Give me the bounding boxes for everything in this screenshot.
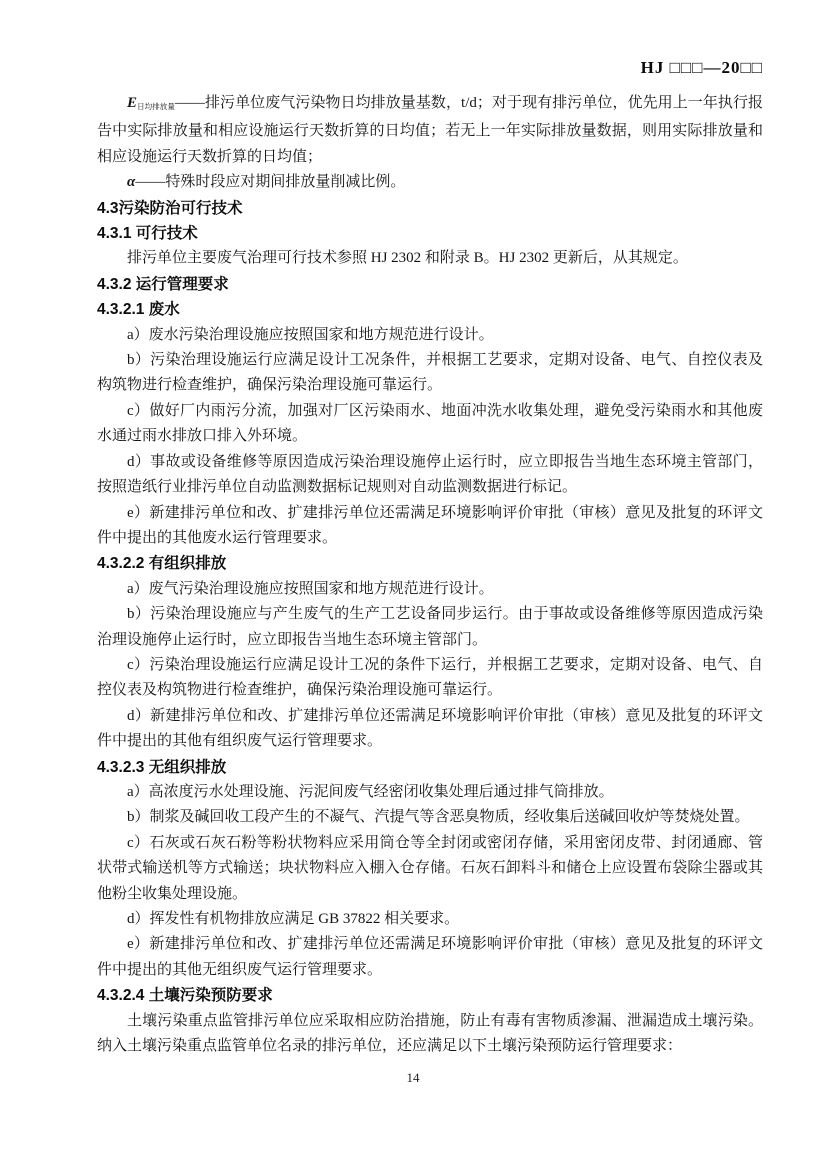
list-item-b: b）污染治理设施应与产生废气的生产工艺设备同步运行。由于事故或设备维修等原因造成污染治理设施停止运行时，应立即报告当地生态环境主管部门。: [97, 606, 763, 648]
paragraph: 土壤污染重点监管排污单位应采取相应防治措施，防止有毒有害物质渗漏、泄漏造成土壤污染。纳入土壤污染重点监管单位名录的排污单位，还应满足以下土壤污染预防运行管理要求：: [97, 1012, 763, 1055]
list-item-c: c）做好厂内雨污分流，加强对厂区污染雨水、地面冲洗水收集处理，避免受污染雨水和其他废水通过雨水排放口排入外环境。: [97, 402, 763, 445]
list-item-d: d）新建排污单位和改、扩建排污单位还需满足环境影响评价审批（审核）意见及批复的环评文件中提出的其他有组织废气运行管理要求。: [97, 707, 763, 750]
definition-e-text: ——排污单位废气污染物日均排放量基数，t/d；对于现有排污单位，优先用上一年执行报告中实际排放量和相应设施运行天数折算的日均值；若无上一年实际排放量数据，则用实际排放量和相应设施运行天数折算的日均值；: [97, 95, 764, 165]
heading-4-3-2-4: 4.3.2.4 土壤污染预防要求: [97, 987, 273, 1005]
document-body: [97, 91, 763, 1059]
list-item-e: e）新建排污单位和改、扩建排污单位还需满足环境影响评价审批（审核）意见及批复的环评文件中提出的其他无组织废气运行管理要求。: [97, 936, 763, 978]
symbol-alpha: α: [127, 174, 136, 191]
list-item-d: d）挥发性有机物排放应满足 GB 37822 相关要求。: [127, 911, 460, 927]
list-item-b: b）污染治理设施运行应满足设计工况条件，并根据工艺要求，定期对设备、电气、自控仪表及构筑物进行检查维护，确保污染治理设施可靠运行。: [97, 352, 763, 394]
heading-4-3-2-2: 4.3.2.2 有组织排放: [97, 555, 227, 573]
heading-4-3-2: 4.3.2 运行管理要求: [97, 275, 229, 293]
standard-number: HJ □□□—20□□: [640, 58, 763, 77]
page-number: 14: [406, 1070, 420, 1085]
list-item-d: d）事故或设备维修等原因造成污染治理设施停止运行时，应立即报告当地生态环境主管部门，按照造纸行业排污单位自动监测数据标记规则对自动监测数据进行标记。: [97, 453, 763, 496]
symbol-e-subscript: 日均排放量: [137, 102, 175, 111]
list-item-a: a）废水污染治理设施应按照国家和地方规范进行设计。: [127, 326, 494, 343]
list-item-e: e）新建排污单位和改、扩建排污单位还需满足环境影响评价审批（审核）意见及批复的环评文件中提出的其他废水运行管理要求。: [97, 504, 763, 546]
definition-alpha: [97, 170, 763, 195]
list-item-c: c）污染治理设施运行应满足设计工况的条件下运行，并根据工艺要求，定期对设备、电气、自控仪表及构筑物进行检查维护，确保污染治理设施可靠运行。: [97, 656, 763, 699]
list-item-a: a）高浓度污水处理设施、污泥间废气经密闭收集处理后通过排气筒排放。: [127, 783, 614, 800]
list-item-c: c）石灰或石灰石粉等粉状物料应采用筒仓等全封闭或密闭存储，采用密闭皮带、封闭通廊、管状带式输送机等方式输送；块状物料应入棚入仓存储。石灰石卸料斗和储仓上应设置布袋除尘器或其他粉尘收集处理设施。: [97, 834, 763, 902]
list-item-b: b）制浆及碱回收工段产生的不凝气、汽提气等含恶臭物质，经收集后送碱回收炉等焚烧处置。: [127, 809, 750, 826]
symbol-e: E: [127, 95, 138, 111]
heading-4-3-2-1: 4.3.2.1 废水: [97, 301, 180, 319]
paragraph: 排污单位主要废气治理可行技术参照 HJ 2302 和附录 B。HJ 2302 更新后，从其规定。: [127, 250, 688, 267]
heading-4-3-1: 4.3.1 可行技术: [97, 225, 198, 243]
definition-e: [97, 91, 763, 170]
list-item-a: a）废气污染治理设施应按照国家和地方规范进行设计。: [127, 580, 494, 597]
definition-alpha-text: ——特殊时段应对期间排放量削减比例。: [135, 174, 406, 191]
heading-4-3: 4.3污染防治可行技术: [97, 199, 243, 217]
heading-4-3-2-3: 4.3.2.3 无组织排放: [97, 758, 227, 776]
